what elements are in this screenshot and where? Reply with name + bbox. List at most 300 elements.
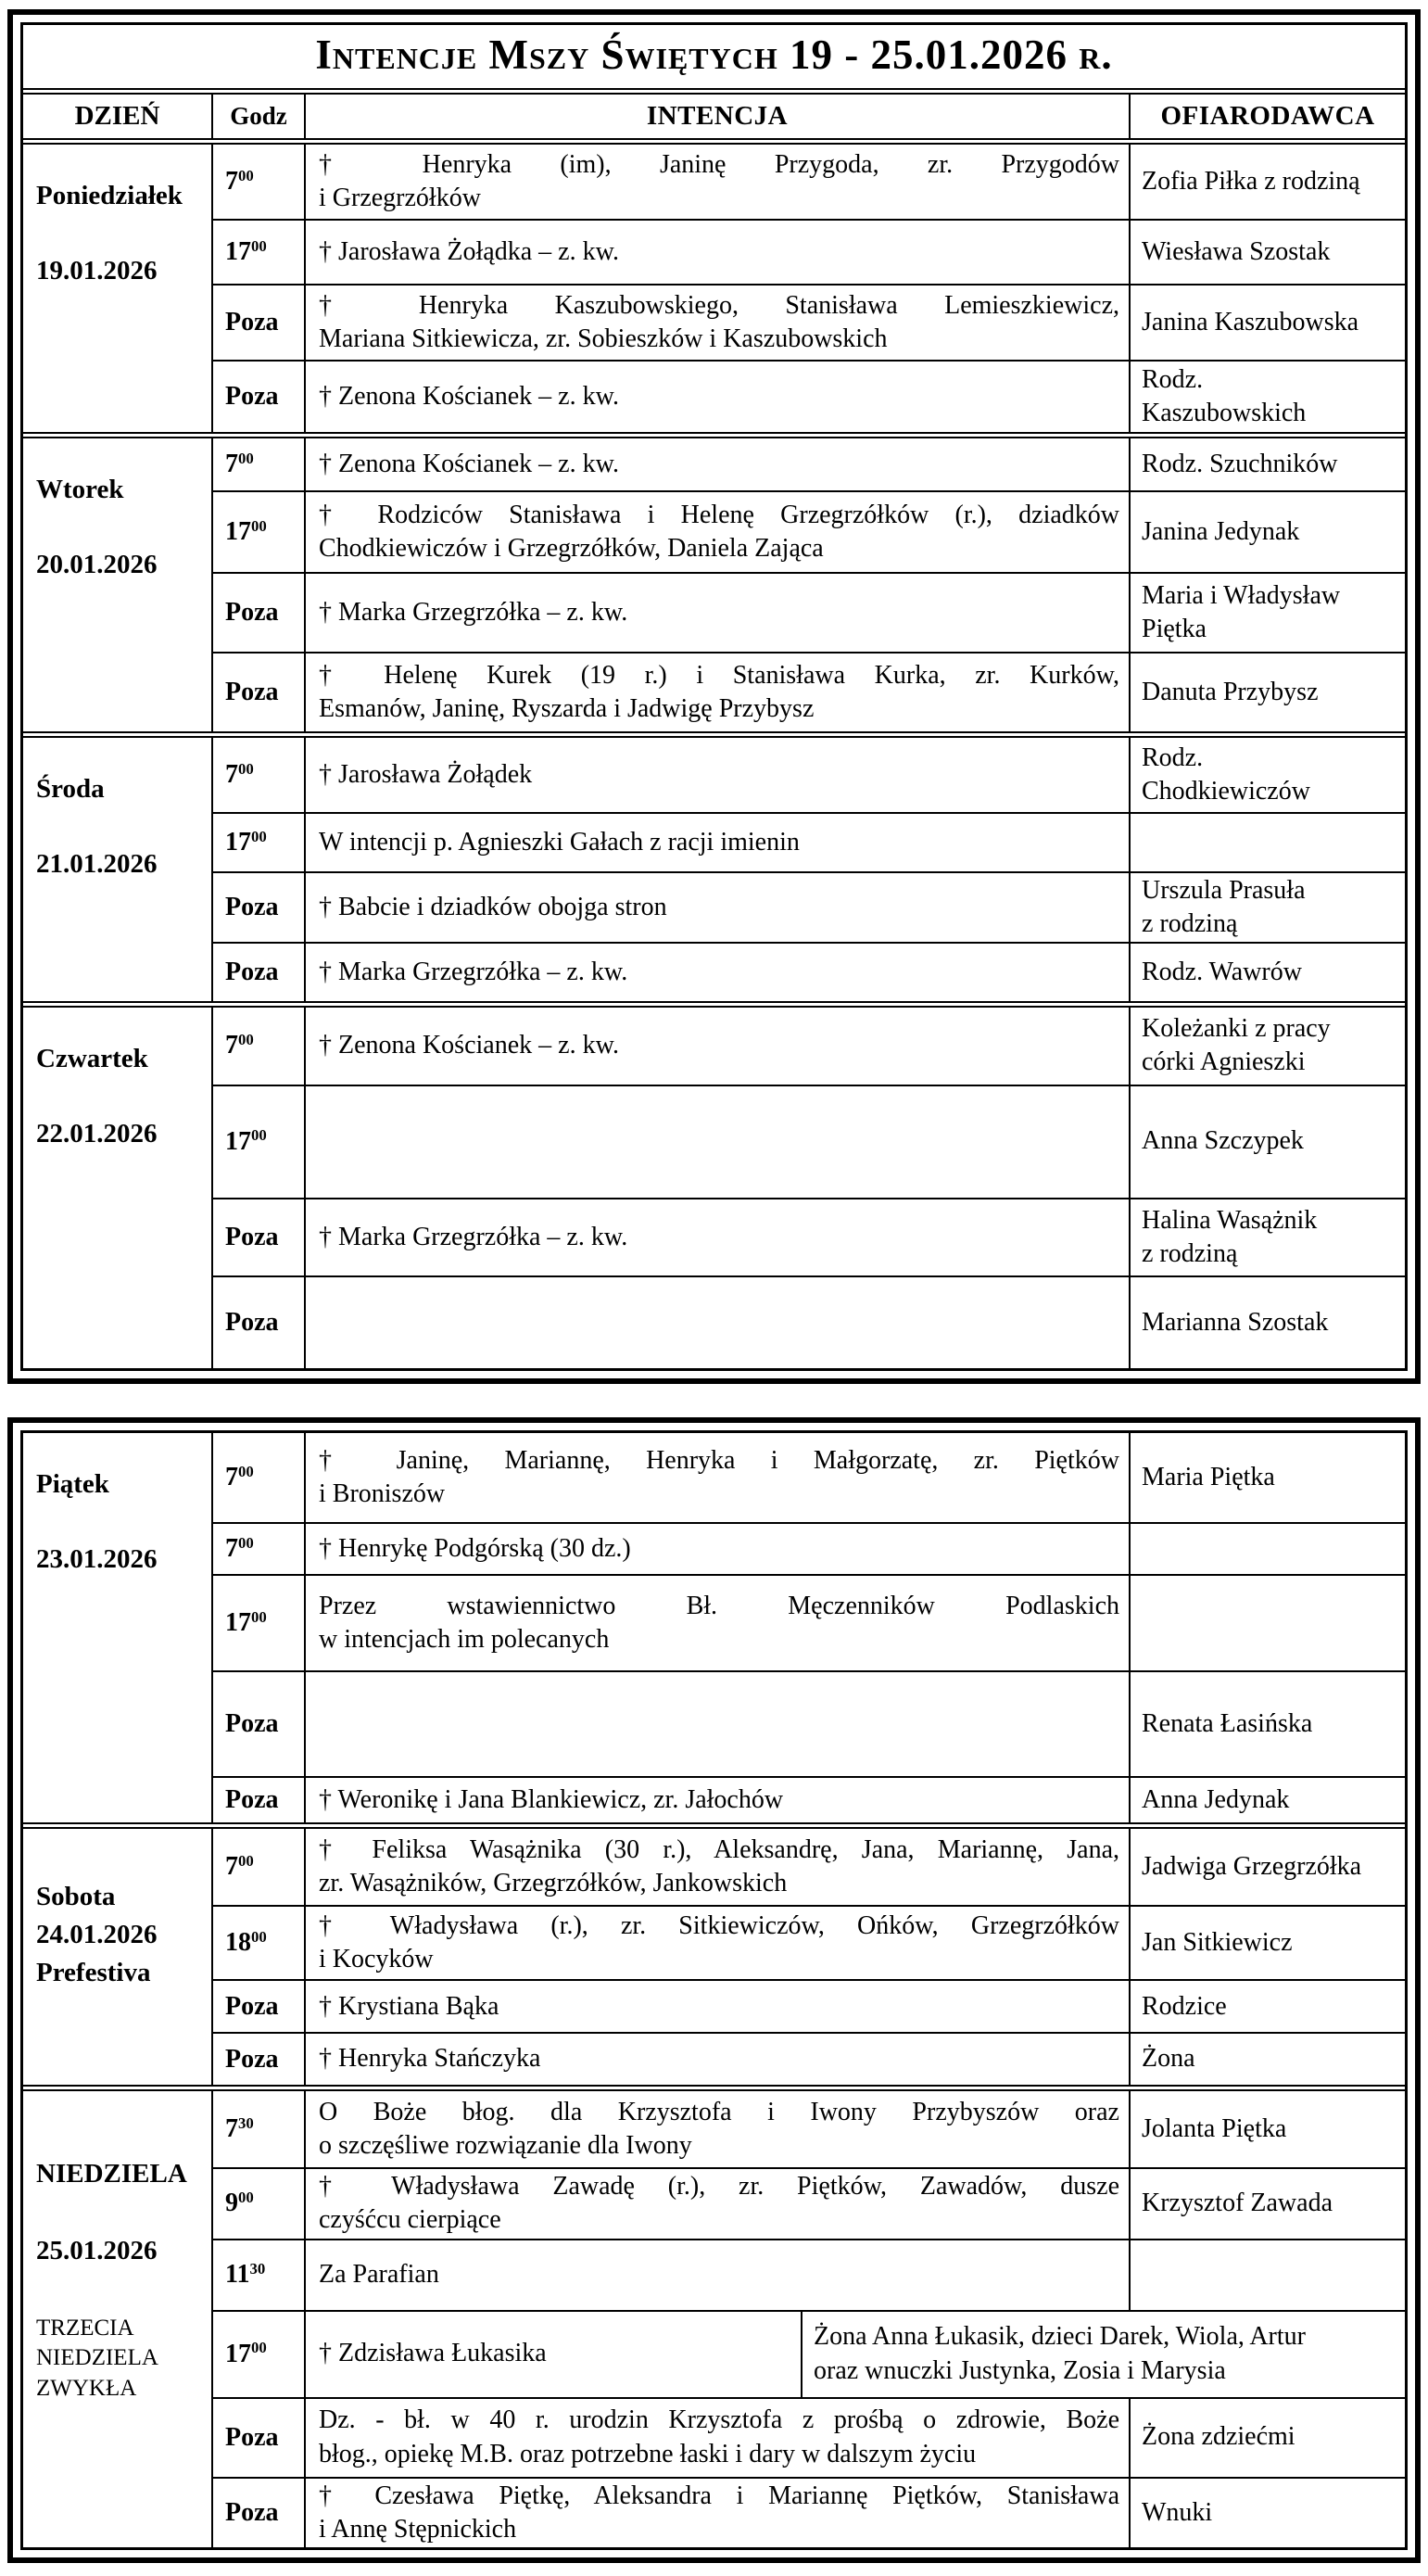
donor-text — [1142, 874, 1306, 942]
time-value: $11^{30}$ — [225, 2259, 266, 2290]
time-cell — [213, 1778, 306, 1822]
intention-text — [319, 235, 1119, 269]
intention-line: i Grzegrzółków — [319, 184, 481, 212]
day-cell — [23, 2091, 213, 2547]
intention-cell — [306, 1829, 1131, 1905]
donor-line: Wnuki — [1142, 2497, 1213, 2527]
intention-line: † Zenona Kościanek – z. kw. — [319, 1031, 619, 1060]
day-name: Piątek — [36, 1469, 109, 1500]
intention-cell — [306, 654, 1131, 731]
donor-cell — [1131, 2479, 1405, 2548]
time-label: Poza — [225, 958, 279, 987]
intention-text — [319, 499, 1119, 566]
mass-row — [213, 490, 1405, 572]
mass-row — [213, 219, 1405, 284]
donor-text — [1142, 1124, 1304, 1158]
day-name: Sobota — [36, 1882, 116, 1912]
time-minutes: 00 — [238, 166, 254, 184]
intention-line: † Henryka Kaszubowskiego, Stanisława Lemieszkiewicz, — [319, 290, 1119, 320]
time-minutes: 30 — [249, 2259, 266, 2278]
donor-cell — [1131, 1981, 1405, 2032]
time-value: $7^{00}$ — [225, 450, 254, 479]
intention-text — [319, 956, 1119, 989]
donor-line: Wiesława Szostak — [1142, 236, 1331, 266]
time-cell — [213, 1277, 306, 1368]
intention-cell — [306, 2399, 1131, 2477]
donor-text — [1142, 1707, 1312, 1741]
intention-line: † Henryka (im), Janinę Przygoda, zr. Przygodów — [319, 149, 1119, 179]
time-value: $7^{00}$ — [225, 1852, 254, 1882]
intention-text — [319, 596, 1119, 629]
donor-cell — [1131, 1778, 1405, 1822]
time-cell — [213, 2479, 306, 2548]
donor-cell — [1131, 145, 1405, 219]
day-group — [23, 2085, 1405, 2547]
mass-intentions-sheet-weekdays — [7, 9, 1421, 1384]
intention-text — [319, 289, 1119, 357]
intention-line: Mariana Sitkiewicza, zr. Sobieszków i Kaszubowskich — [319, 324, 888, 354]
donor-text — [1142, 742, 1310, 809]
intention-text — [319, 148, 1119, 216]
time-cell — [213, 1829, 306, 1905]
intention-line: Przez wstawiennictwo Bł. Męczenników Podlaskich — [319, 1592, 1119, 1621]
time-minutes: 00 — [238, 1463, 254, 1481]
page-title: Intencje Mszy Świętych 19 - 25.01.2026 r. — [23, 25, 1405, 95]
time-minutes: 00 — [238, 1031, 254, 1049]
mass-row — [213, 1574, 1405, 1670]
intention-line: i Kocyków — [319, 1945, 434, 1974]
intention-text — [319, 1590, 1119, 1657]
time-cell — [213, 1433, 306, 1522]
time-cell — [213, 286, 306, 360]
day-group — [23, 1822, 1405, 2085]
time-minutes: 00 — [251, 1126, 267, 1145]
time-cell — [213, 438, 306, 490]
intention-text — [319, 380, 1119, 413]
time-cell — [213, 221, 306, 284]
donor-line: Żona zdziećmi — [1142, 2422, 1295, 2452]
intention-line: Dz. - bł. w 40 r. urodzin Krzysztofa z prośbą o zdrowie, Boże — [319, 2405, 1119, 2435]
time-label: Poza — [225, 1785, 279, 1815]
donor-cell — [1131, 1277, 1405, 1368]
time-cell — [213, 1524, 306, 1574]
donor-cell — [802, 2312, 1405, 2397]
mass-row — [213, 871, 1405, 942]
donor-line: Renata Łasińska — [1142, 1709, 1313, 1739]
time-cell — [213, 2034, 306, 2085]
intentions-table-1 — [20, 22, 1408, 1371]
intention-line: † Zenona Kościanek – z. kw. — [319, 382, 619, 412]
table-header — [23, 95, 1405, 145]
time-label: Poza — [225, 2044, 279, 2074]
time-minutes: 00 — [238, 760, 254, 779]
intention-cell — [306, 1433, 1131, 1522]
col-header-time: Godz — [213, 95, 306, 138]
donor-cell — [1131, 574, 1405, 652]
day-group — [23, 1433, 1405, 1822]
intention-line: czyśćcu cierpiące — [319, 2205, 501, 2235]
donor-line: Danuta Przybysz — [1142, 678, 1319, 707]
day-date: 19.01.2026 — [36, 255, 158, 286]
day-group — [23, 1001, 1405, 1369]
intention-line: † Marka Grzegrzółka – z. kw. — [319, 1222, 628, 1251]
time-value: $17^{00}$ — [225, 2339, 267, 2368]
mass-row — [213, 1829, 1405, 1905]
intention-cell — [306, 2169, 1131, 2239]
time-minutes: 30 — [238, 2113, 254, 2132]
day-date: 20.01.2026 — [36, 550, 158, 580]
donor-cell — [1131, 1907, 1405, 1979]
time-cell — [213, 1199, 306, 1276]
donor-cell — [1131, 1576, 1405, 1670]
mass-row — [213, 1275, 1405, 1368]
time-label: Poza — [225, 1709, 279, 1739]
intention-line: Za Parafian — [319, 2260, 439, 2289]
time-value: $9^{00}$ — [225, 2189, 254, 2218]
mass-row — [213, 812, 1405, 871]
time-minutes: 00 — [238, 1852, 254, 1871]
donor-cell — [1131, 944, 1405, 1001]
donor-line: Rodzice — [1142, 1991, 1227, 2021]
intention-cell — [306, 1524, 1131, 1574]
donor-cell — [1131, 1672, 1405, 1776]
col-header-donor: OFIARODAWCA — [1160, 101, 1375, 131]
time-cell — [213, 2312, 306, 2397]
mass-row — [213, 145, 1405, 219]
intention-cell — [306, 1576, 1131, 1670]
mass-rows — [213, 738, 1405, 1001]
donor-text — [1142, 2187, 1333, 2220]
intention-text — [319, 1532, 1119, 1566]
time-cell — [213, 1981, 306, 2032]
donor-text — [1142, 2496, 1212, 2530]
donor-line: Jan Sitkiewicz — [1142, 1928, 1293, 1958]
time-cell — [213, 2169, 306, 2239]
intention-line: błog., opiekę M.B. oraz potrzebne łaski i dary w dalszym życiu — [319, 2439, 977, 2468]
donor-line: Rodz. — [1142, 742, 1204, 772]
donor-cell — [1131, 1086, 1405, 1198]
intention-cell — [306, 492, 1131, 572]
donor-line: Rodz. — [1142, 364, 1204, 394]
table-1-body — [23, 145, 1405, 1368]
intention-text — [319, 448, 1119, 481]
time-label: Poza — [225, 678, 279, 707]
intention-cell — [306, 944, 1131, 1001]
time-value: $7^{00}$ — [225, 166, 254, 196]
intention-text — [319, 758, 1119, 792]
intention-line: † Henrykę Podgórską (30 dz.) — [319, 1534, 631, 1564]
donor-text — [1142, 306, 1358, 339]
donor-text — [1142, 2042, 1195, 2075]
donor-text — [1142, 2113, 1286, 2146]
intention-cell — [306, 738, 1131, 812]
intention-line: † Marka Grzegrzółka – z. kw. — [319, 957, 628, 986]
day-date: 24.01.2026 — [36, 1920, 158, 1950]
donor-text — [1142, 1926, 1293, 1960]
mass-row — [213, 1670, 1405, 1776]
time-value: $17^{00}$ — [225, 236, 267, 267]
intention-cell — [306, 2240, 1131, 2310]
donor-line: Janina Jedynak — [1142, 517, 1300, 547]
intention-line: † Jarosława Żołądka – z. kw. — [319, 236, 619, 266]
time-value: $7^{00}$ — [225, 1463, 254, 1492]
time-value: $7^{30}$ — [225, 2113, 254, 2144]
intention-text — [319, 2404, 1119, 2471]
time-label: Poza — [225, 1991, 279, 2021]
mass-row — [213, 2091, 1405, 2167]
mass-row — [213, 360, 1405, 432]
intention-line: † Jarosława Żołądek — [319, 760, 533, 790]
donor-text — [1142, 1850, 1361, 1884]
time-cell — [213, 1086, 306, 1198]
intention-text — [319, 826, 1119, 859]
mass-rows — [213, 1829, 1405, 2085]
time-value: $17^{00}$ — [225, 828, 267, 857]
mass-row — [213, 1433, 1405, 1522]
donor-cell — [1131, 221, 1405, 284]
intention-cell — [306, 2312, 802, 2397]
time-value: $7^{00}$ — [225, 760, 254, 790]
day-name: Środa — [36, 774, 105, 805]
intention-text — [319, 1910, 1119, 1977]
col-header-day: DZIEŃ — [23, 95, 213, 138]
time-cell — [213, 145, 306, 219]
intention-line: † Henryka Stańczyka — [319, 2044, 541, 2074]
donor-line: Anna Szczypek — [1142, 1126, 1304, 1156]
time-cell — [213, 1907, 306, 1979]
intention-text — [319, 1221, 1119, 1254]
mass-rows — [213, 438, 1405, 731]
intention-cell — [306, 362, 1131, 432]
intention-text — [319, 2042, 1119, 2075]
day-name: Wtorek — [36, 475, 124, 505]
intention-cell — [306, 2479, 1131, 2548]
intention-line: † Zdzisława Łukasika — [319, 2339, 547, 2368]
day-group — [23, 731, 1405, 1001]
intention-line: † Weronikę i Jana Blankiewicz, zr. Jałochów — [319, 1785, 784, 1815]
intention-line: † Władysława Zawadę (r.), zr. Piętków, Zawadów, dusze — [319, 2172, 1119, 2202]
intention-cell — [306, 1981, 1131, 2032]
donor-line: córki Agnieszki — [1142, 1047, 1306, 1077]
mass-row — [213, 942, 1405, 1001]
intention-text — [319, 1834, 1119, 1901]
donor-cell — [1131, 654, 1405, 731]
donor-text — [1142, 2420, 1295, 2454]
intentions-table-2 — [20, 1430, 1408, 2550]
time-label: Poza — [225, 1223, 279, 1252]
intention-line: † Krystiana Bąka — [319, 1991, 499, 2021]
intention-line: Esmanów, Janinę, Ryszarda i Jadwigę Przybysz — [319, 694, 815, 724]
mass-row — [213, 1008, 1405, 1085]
donor-text — [1142, 956, 1302, 989]
donor-cell — [1131, 873, 1405, 942]
time-cell — [213, 2399, 306, 2477]
time-minutes: 00 — [238, 2189, 254, 2207]
time-minutes: 00 — [251, 1928, 267, 1947]
donor-text — [1142, 235, 1330, 269]
donor-cell — [1131, 1199, 1405, 1276]
intention-line: † Marka Grzegrzółka – z. kw. — [319, 598, 628, 628]
donor-text — [1142, 579, 1340, 647]
intention-cell — [306, 1907, 1131, 1979]
donor-cell — [1131, 1433, 1405, 1522]
intention-text — [319, 1783, 1119, 1817]
day-name: Czwartek — [36, 1043, 148, 1073]
time-cell — [213, 492, 306, 572]
time-cell — [213, 654, 306, 731]
donor-cell — [1131, 2169, 1405, 2239]
time-minutes: 00 — [238, 1534, 254, 1553]
time-cell — [213, 574, 306, 652]
donor-text — [1142, 1204, 1317, 1272]
mass-row — [213, 2397, 1405, 2477]
donor-line: Piętka — [1142, 615, 1207, 644]
donor-cell — [1131, 2091, 1405, 2167]
mass-row — [213, 572, 1405, 652]
intention-cell — [306, 221, 1131, 284]
time-minutes: 00 — [251, 828, 267, 845]
day-suffix: Prefestiva — [36, 1958, 151, 1988]
intention-text — [319, 2337, 791, 2370]
mass-rows — [213, 1008, 1405, 1369]
mass-rows — [213, 1433, 1405, 1822]
time-minutes: 00 — [251, 1608, 267, 1627]
intention-line: w intencjach im polecanych — [319, 1625, 610, 1655]
donor-cell — [1131, 438, 1405, 490]
donor-line: Żona Anna Łukasik, dzieci Darek, Wiola, Artur — [814, 2322, 1306, 2352]
intention-cell — [306, 873, 1131, 942]
intention-text — [319, 1029, 1119, 1062]
donor-text — [1142, 676, 1319, 709]
intention-text — [319, 891, 1119, 924]
time-minutes: 00 — [251, 236, 267, 255]
time-value: $18^{00}$ — [225, 1928, 267, 1958]
mass-row — [213, 2239, 1405, 2310]
time-minutes: 00 — [251, 517, 267, 536]
donor-cell — [1131, 738, 1405, 812]
donor-cell — [1131, 1008, 1405, 1085]
time-cell — [213, 944, 306, 1001]
donor-cell — [1131, 2240, 1405, 2310]
donor-line: Marianna Szostak — [1142, 1308, 1329, 1338]
donor-cell — [1131, 2034, 1405, 2085]
day-cell — [23, 438, 213, 731]
donor-line: Maria i Władysław — [1142, 580, 1341, 610]
mass-row — [213, 1085, 1405, 1198]
donor-cell — [1131, 286, 1405, 360]
donor-text — [1142, 1012, 1331, 1080]
mass-row — [213, 1776, 1405, 1822]
time-cell — [213, 1576, 306, 1670]
day-date: 22.01.2026 — [36, 1118, 158, 1148]
mass-row — [213, 2477, 1405, 2548]
intention-line: zr. Wasążników, Grzegrzółków, Jankowskich — [319, 1869, 788, 1898]
time-label: Poza — [225, 598, 279, 628]
day-date: 23.01.2026 — [36, 1544, 158, 1575]
day-date: 25.01.2026 — [36, 2235, 158, 2265]
intention-cell — [306, 1672, 1131, 1776]
time-cell — [213, 2091, 306, 2167]
donor-line: Chodkiewiczów — [1142, 777, 1310, 806]
donor-cell — [1131, 2399, 1405, 2477]
intention-cell — [306, 1778, 1131, 1822]
mass-row — [213, 284, 1405, 360]
donor-line: Anna Jedynak — [1142, 1785, 1290, 1815]
intention-cell — [306, 145, 1131, 219]
day-group — [23, 145, 1405, 432]
mass-rows — [213, 145, 1405, 432]
intention-text — [319, 659, 1119, 727]
donor-line: Zofia Piłka z rodziną — [1142, 166, 1360, 196]
mass-row — [213, 2032, 1405, 2085]
donor-text — [1142, 165, 1360, 198]
day-suffix: TRZECIA NIEDZIELA ZWYKŁA — [36, 2315, 158, 2401]
day-cell — [23, 145, 213, 432]
intention-line: † Władysława (r.), zr. Sitkiewiczów, Ońków, Grzegrzółków — [319, 1911, 1119, 1941]
intention-text — [319, 2096, 1119, 2164]
donor-text — [1142, 1990, 1227, 2024]
donor-text — [1142, 363, 1306, 431]
time-cell — [213, 362, 306, 432]
intention-cell — [306, 286, 1131, 360]
day-name: Poniedziałek — [36, 181, 183, 210]
donor-cell — [1131, 1524, 1405, 1574]
mass-intentions-sheet-weekend — [7, 1417, 1421, 2563]
mass-row — [213, 2310, 1405, 2397]
intention-text — [319, 1990, 1119, 2024]
intention-cell — [306, 574, 1131, 652]
intention-cell — [306, 1199, 1131, 1276]
donor-cell — [1131, 814, 1405, 871]
donor-line: z rodziną — [1142, 1239, 1238, 1269]
time-cell — [213, 1672, 306, 1776]
time-value: $7^{00}$ — [225, 1031, 254, 1060]
time-label: Poza — [225, 2497, 279, 2527]
intention-line: † Helenę Kurek (19 r.) i Stanisława Kurka, zr. Kurków, — [319, 660, 1119, 690]
donor-line: Kaszubowskich — [1142, 399, 1307, 428]
intention-line: † Czesława Piętkę, Aleksandra i Mariannę Piętków, Stanisława — [319, 2481, 1119, 2510]
mass-row — [213, 1979, 1405, 2032]
intention-cell — [306, 1008, 1131, 1085]
time-cell — [213, 738, 306, 812]
time-value: $17^{00}$ — [225, 517, 267, 547]
day-cell — [23, 1433, 213, 1822]
intention-line: i Broniszów — [319, 1479, 446, 1509]
intention-line: † Janinę, Mariannę, Henryka i Małgorzatę, zr. Piętków — [319, 1446, 1119, 1476]
table-2-body — [23, 1433, 1405, 2547]
intention-line: o szczęśliwe rozwiązanie dla Iwony — [319, 2131, 692, 2161]
time-cell — [213, 1008, 306, 1085]
time-minutes: 00 — [238, 450, 254, 468]
donor-line: Urszula Prasuła — [1142, 875, 1306, 905]
donor-line: Koleżanki z pracy — [1142, 1013, 1331, 1043]
donor-line: Rodz. Szuchników — [1142, 450, 1338, 479]
donor-line: Krzysztof Zawada — [1142, 2189, 1333, 2218]
intention-line: † Rodziców Stanisława i Helenę Grzegrzółków (r.), dziadków — [319, 500, 1119, 529]
donor-cell — [1131, 492, 1405, 572]
col-header-intention: INTENCJA — [306, 95, 1131, 138]
mass-row — [213, 1905, 1405, 1979]
time-cell — [213, 814, 306, 871]
intention-line: O Boże błog. dla Krzysztofa i Iwony Przybyszów oraz — [319, 2097, 1119, 2126]
intention-text — [319, 2480, 1119, 2547]
mass-row — [213, 1522, 1405, 1574]
intention-text — [319, 1444, 1119, 1512]
time-cell — [213, 2240, 306, 2310]
donor-line: Rodz. Wawrów — [1142, 957, 1302, 986]
intention-line: W intencji p. Agnieszki Gałach z racji imienin — [319, 828, 800, 857]
mass-row — [213, 1198, 1405, 1276]
